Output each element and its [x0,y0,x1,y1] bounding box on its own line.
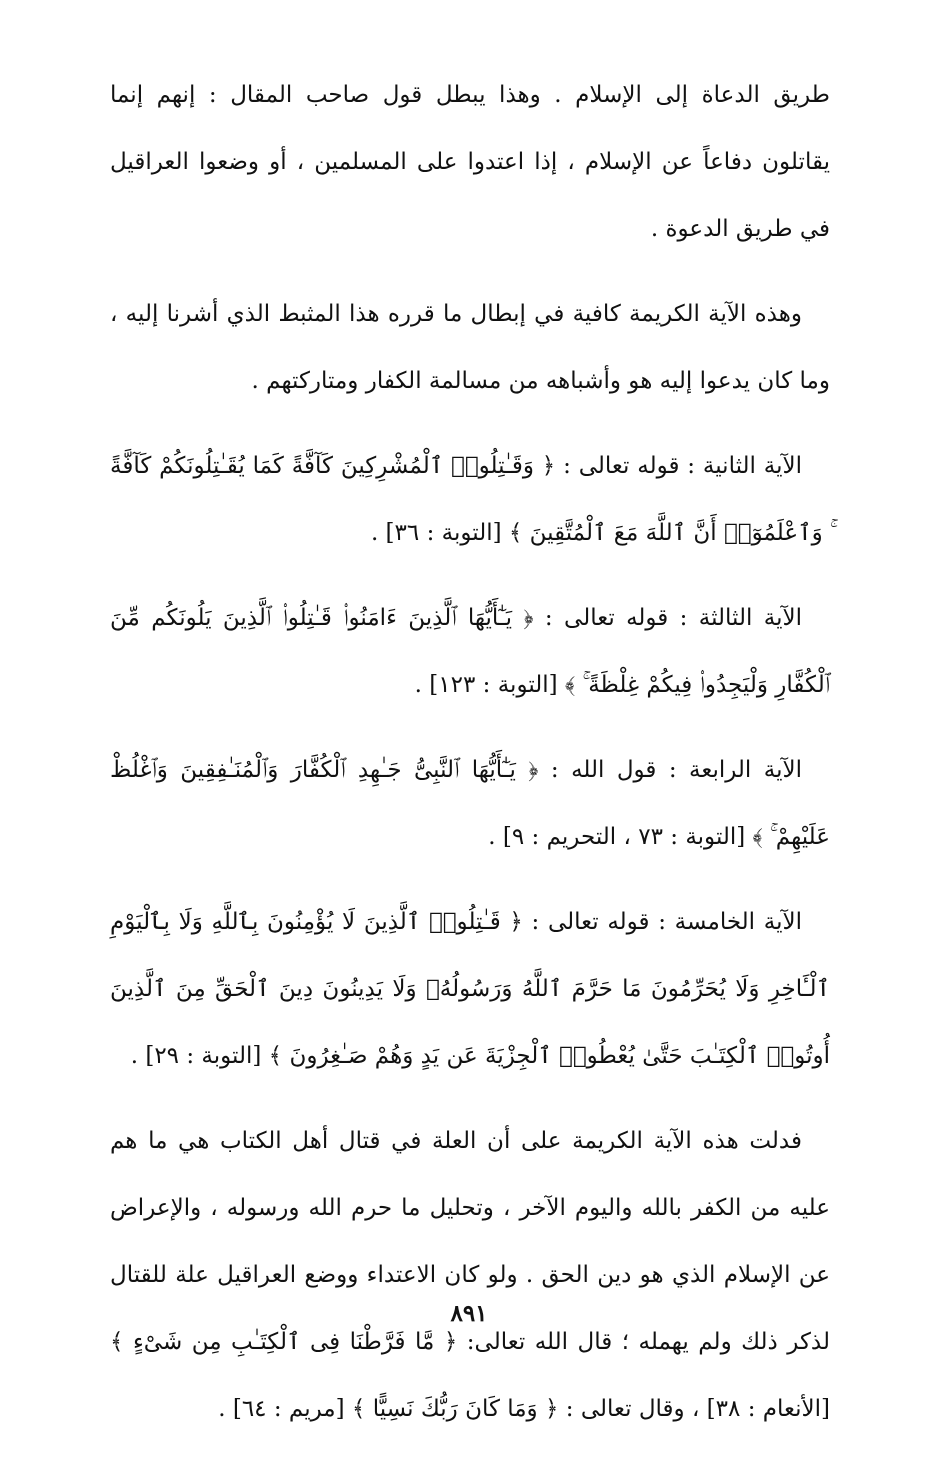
paragraph-third-verse [110,585,830,719]
paragraph-conclusion [110,1108,830,1443]
paragraph-fifth-verse [110,889,830,1090]
paragraph-text: الآية الخامسة : قوله تعالى : ﴿ قَـٰتِلُوا۟ ٱلَّذِينَ لَا يُؤْمِنُونَ بِٱللَّهِ وَلَا بِٱلْيَوْمِ ٱلْـَٔاخِرِ وَلَا يُحَرِّمُونَ مَا حَرَّمَ ٱللَّهُ وَرَسُولُهُۥ وَلَا يَدِينُونَ دِينَ ٱلْحَقِّ مِنَ ٱلَّذِينَ أُوتُوا۟ ٱلْكِتَـٰبَ حَتَّىٰ يُعْطُوا۟ ٱلْجِزْيَةَ عَن يَدٍ وَهُمْ صَـٰغِرُونَ ﴾ [التوبة : ٢٩] . [110,909,830,1069]
paragraph-text: وهذه الآية الكريمة كافية في إبطال ما قرره هذا المثبط الذي أشرنا إليه ، وما كان يدعوا إليه هو وأشباهه من مسالمة الكفار ومتاركتهم . [110,301,830,394]
paragraph-fourth-verse [110,737,830,871]
paragraph-second-verse [110,433,830,567]
page-body [110,62,830,1461]
paragraph-refutation [110,281,830,415]
paragraph-continuation [110,62,830,263]
paragraph-text: فدلت هذه الآية الكريمة على أن العلة في قتال أهل الكتاب هي ما هم عليه من الكفر بالله واليوم الآخر ، وتحليل ما حرم الله ورسوله ، والإعراض عن الإسلام الذي هو دين الحق . ولو كان الاعتداء ووضع العراقيل علة للقتال لذكر ذلك ولم يهمله ؛ قال الله تعالى: ﴿ مَّا فَرَّطْنَا فِى ٱلْكِتَـٰبِ مِن شَىْءٍ ﴾ [الأنعام : ٣٨] ، وقال تعالى : ﴿ وَمَا كَانَ رَبُّكَ نَسِيًّا ﴾ [مريم : ٦٤] . [110,1128,830,1422]
paragraph-text: الآية الثالثة : قوله تعالى : ﴿ يَـٰٓأَيُّهَا ٱلَّذِينَ ءَامَنُوا۟ قَـٰتِلُوا۟ ٱلَّذِينَ يَلُونَكُم مِّنَ ٱلْكُفَّارِ وَلْيَجِدُوا۟ فِيكُمْ غِلْظَةً ۚ ﴾ [التوبة : ١٢٣] . [110,605,830,698]
page-number: ٨٩١ [450,1300,488,1327]
paragraph-text: طريق الدعاة إلى الإسلام . وهذا يبطل قول صاحب المقال : إنهم إنما يقاتلون دفاعاً عن الإسلام ، إذا اعتدوا على المسلمين ، أو وضعوا العراقيل في طريق الدعوة . [110,82,830,242]
paragraph-text: الآية الثانية : قوله تعالى : ﴿ وَقَـٰتِلُوا۟ ٱلْمُشْرِكِينَ كَآفَّةً كَمَا يُقَـٰتِلُونَكُمْ كَآفَّةً ۚ وَٱعْلَمُوٓا۟ أَنَّ ٱللَّهَ مَعَ ٱلْمُتَّقِينَ ﴾ [التوبة : ٣٦] . [110,453,830,546]
paragraph-text: الآية الرابعة : قول الله : ﴿ يَـٰٓأَيُّهَا ٱلنَّبِىُّ جَـٰهِدِ ٱلْكُفَّارَ وَٱلْمُنَـٰفِقِينَ وَٱغْلُظْ عَلَيْهِمْ ۚ ﴾ [التوبة : ٧٣ ، التحريم : ٩] . [110,757,830,850]
